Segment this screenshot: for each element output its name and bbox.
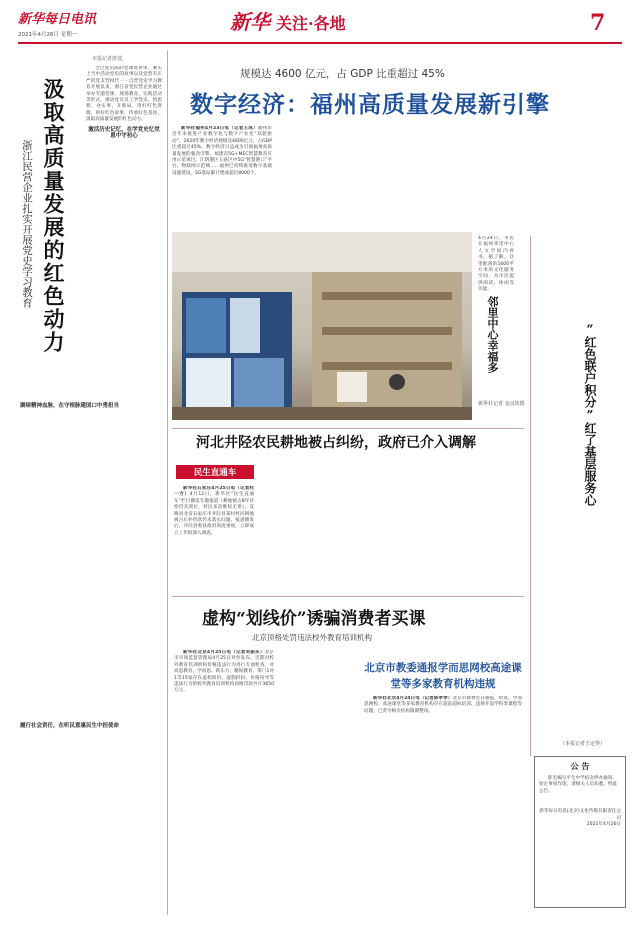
article4-body-column	[364, 696, 522, 908]
sidebar-column-c	[20, 720, 162, 910]
sidebar-body: 全过党员陈的党课资讲审，乘头上当中活动党史的故事以及党营有庄严的党支营权代一一自营党史学习教育开展以来，浙江省党民营企业通过举办专题党课、现场教育、实践活动等形式，推动党员员工学党史、悟思想、办实事、开新局，用好红色资源，讲好红色故事，传承红色基因，汲取高质量发展的红色动力。	[86, 66, 162, 123]
article3-subheadline: 北京顶格处罚违法校外教育培训机构	[252, 633, 372, 642]
article4-body: 北京市教委近日通报，经查，学而思网校、高途课堂等多家教育机构存在超前超标培训、违规开设学科类课程等问题，已责令相关机构限期整改。	[364, 696, 522, 714]
main-headline: 数字经济：福州高质量发展新引擎	[190, 91, 550, 118]
section-title: 关注·各地	[276, 14, 346, 33]
header-logo-block	[18, 8, 118, 42]
page-number: 7	[590, 10, 606, 36]
article3-body-column	[174, 650, 274, 908]
library-photo	[172, 232, 472, 420]
sidebar-subheading-1: 激活历史记忆，在学党史忆党恩中守初心	[88, 126, 160, 140]
divider-right	[530, 236, 531, 756]
right-sidebar-tag: （本报记者王定得）	[560, 741, 606, 747]
rule-article3	[172, 596, 524, 597]
photo-illustration	[172, 232, 472, 420]
article2-column-tag	[176, 465, 254, 479]
sidebar-subtitle: 浙江民营企业扎实开展党史学习教育	[21, 140, 33, 308]
article4-byline: 新华社北京4月24日电（记者陈孝孝）	[373, 696, 453, 701]
masthead-logo: 新华每日电讯	[18, 12, 97, 27]
section-header	[230, 6, 460, 40]
header-rule	[18, 42, 622, 44]
sidebar-subheading-2: 赓续精神血脉，在守根脉建国口中勇担当	[20, 403, 120, 409]
article4-headline: 北京市教委通报学而思网校高途课堂等多家教育机构违规	[364, 662, 522, 690]
issue-date: 2021年4月26日 星期一	[18, 32, 78, 38]
article3-byline: 新华社北京4月25日电（记者吴振东）	[183, 650, 265, 655]
article2-body: 4月12日，新华社“民生直通车”栏目播发专题报道《耕地被占8年补偿仍未到位，村民多次维权无果》，反映河北省石家庄市井陉县某村村民耕地被占后补偿款仍未落实问题。报道播发后，井陉县委县政府高度重视，立即成立工作组深入调查。	[174, 492, 254, 536]
main-body-column	[172, 126, 272, 226]
photo-credit: 新华社记者 金良快摄	[478, 401, 525, 407]
divider-left	[167, 50, 168, 915]
article2-byline: 新华社石家庄4月25日电（记者杜一方）	[174, 486, 254, 498]
photo-caption: 邻里中心幸福多	[486, 296, 499, 373]
article2-body-column	[174, 486, 254, 592]
notice-signer: 新华每日电讯(北京)文化传媒有限责任公司	[539, 809, 621, 821]
main-body: 福州市近年来推进产业数字化与数字产业化“双轮驱动”，2020年数字经济规模达4600亿元，占GDP比重超过45%，数字经济日益成为引领福州高质量发展的强劲引擎。福建省5G+MEC智慧教育应用示范项目、江阴港区五孩区中5G“智慧港口”平台、物联网示范网……福州已持续推进数字基础设施建设，5G基站累计建成超过8000个。	[172, 126, 272, 176]
section-brand: 新华	[230, 10, 270, 34]
rule-article2	[172, 428, 524, 429]
article3-headline: 虚构“划线价”诱骗消费者买课	[202, 609, 426, 629]
article3-body: 北京市市场监督管理局4月25日对外发布，近期对校外教育培训机构价格违法行为进行专项检查，对高思教育、学而思、新东方、精锐教育、掌门1对1等15家存在虚构原价、虚假折扣、价格误导等违法行为的校外教育培训机构顶格罚款共计3650万元。	[174, 650, 274, 694]
notice-title: 公 告	[570, 761, 590, 771]
sidebar-tag: 本报记者唐弢	[92, 56, 123, 62]
sidebar-column-a	[86, 66, 162, 396]
main-byline: 新华社福州4月23日电（记者王成）	[181, 126, 258, 131]
article2-tag-label: 民生直通车	[193, 468, 237, 478]
article2-headline: 河北井陉农民耕地被占纠纷，政府已介入调解	[196, 435, 476, 451]
photo-side-text: 4月24日，市民在福州邻里中心人文空间内看书。据了解，这里配备的1600平方米的文化服务空间，为市民提供阅读、休闲等功能。	[478, 236, 514, 293]
notice-box	[534, 756, 626, 908]
sidebar-subheading-3: 履行社会责任，在听民意惠民生中担使命	[20, 723, 120, 729]
sidebar-column-b	[20, 400, 162, 540]
notice-date: 2021年4月26日	[586, 822, 621, 828]
right-sidebar-title: “红色联户积分”红了基层服务心	[583, 322, 597, 506]
notice-body: 卧室编号平生中学宿舍停办通知，原定事项作废，请相关人员知悉。特此公告。	[539, 776, 618, 794]
main-kicker: 规模达 4600 亿元，占 GDP 比重超过 45%	[240, 68, 445, 80]
sidebar-headline: 汲取高质量发展的红色动力	[41, 78, 66, 354]
